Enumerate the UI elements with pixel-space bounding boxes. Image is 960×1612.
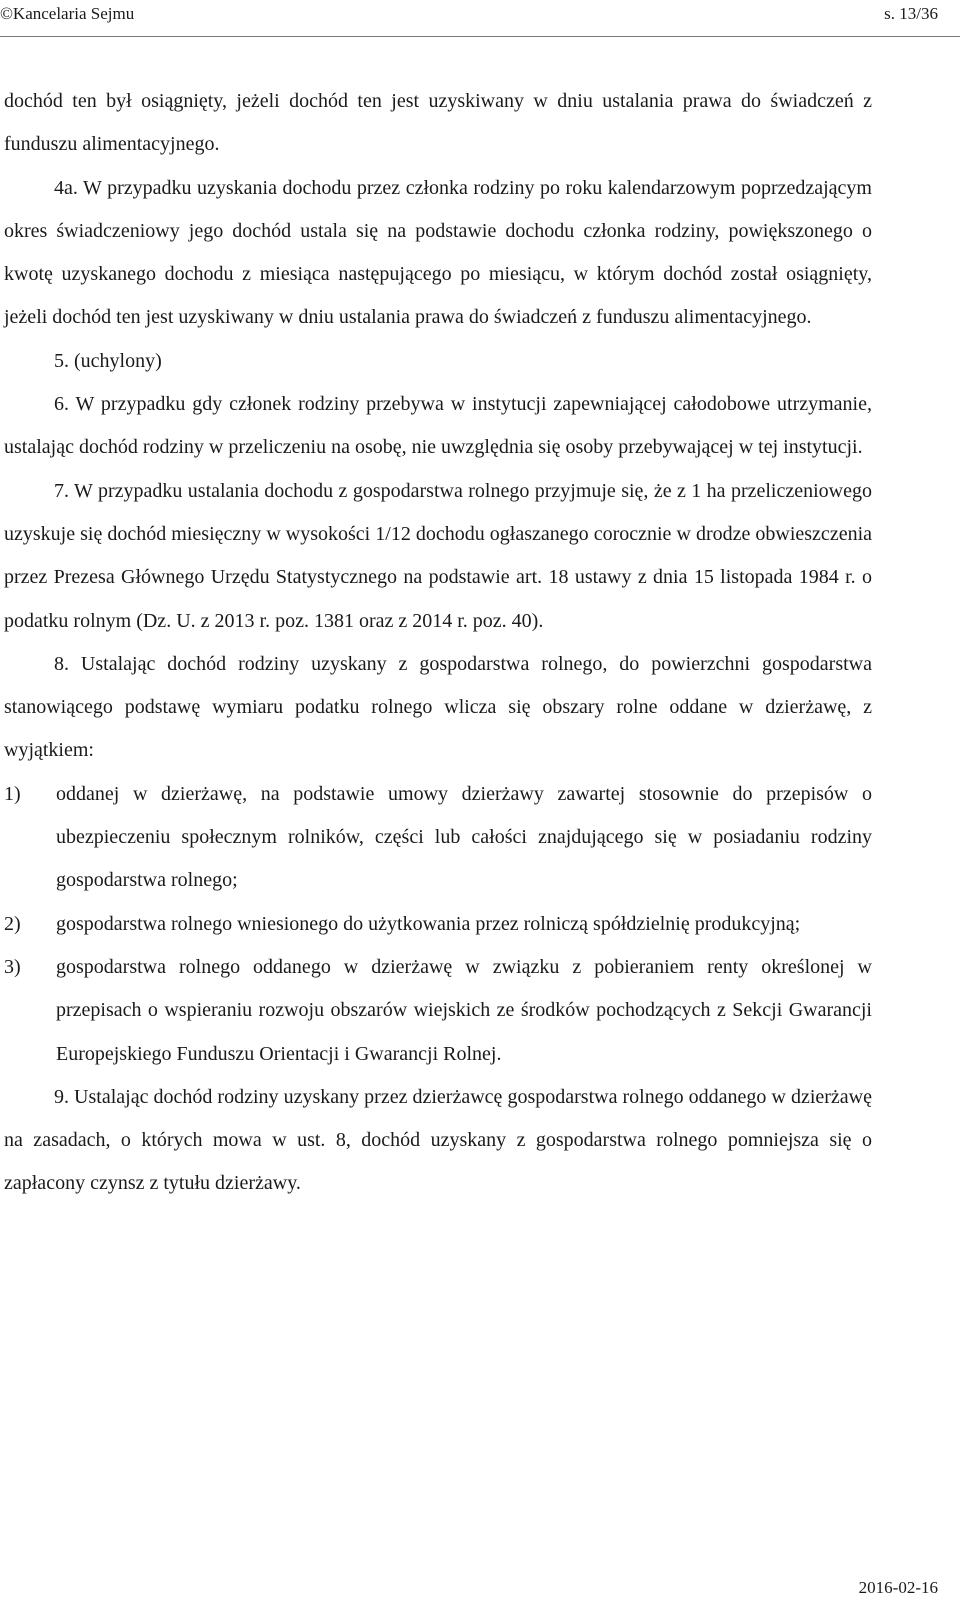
paragraph-6: 6. W przypadku gdy członek rodziny przebywa w instytucji zapewniającej całodobowe utrzymanie, ustalając dochód rodziny w przeliczeniu na osobę, nie uwzględnia się osoby przebywającej w tej instytucji. (4, 393, 872, 459)
list-item (4, 903, 872, 946)
list-item-number: 2) (4, 912, 21, 935)
paragraph-8: 8. Ustalając dochód rodziny uzyskany z gospodarstwa rolnego, do powierzchni gospodarstwa stanowiącego podstawę wymiaru podatku rolnego wlicza się obszary rolne oddane w dzierżawę, z wyjątkiem: (4, 652, 872, 762)
copyright-label: ©Kancelaria Sejmu (0, 4, 135, 23)
list-item (4, 946, 872, 1076)
list-item-text: gospodarstwa rolnego wniesionego do użytkowania przez rolniczą spółdzielnię produkcyjną; (56, 912, 801, 935)
paragraph-5: 5. (uchylony) (54, 349, 162, 372)
list-item-number: 1) (4, 782, 21, 805)
paragraph-7: 7. W przypadku ustalania dochodu z gospodarstwa rolnego przyjmuje się, że z 1 ha przeliczeniowego uzyskuje się dochód miesięczny w wysokości 1/12 dochodu ogłaszanego corocznie w drodze obwieszczenia przez Prezesa Głównego Urzędu Statystycznego na podstawie art. 18 ustawy z dnia 15 listopada 1984 r. o podatku rolnym (Dz. U. z 2013 r. poz. 1381 oraz z 2014 r. poz. 40). (4, 479, 872, 632)
paragraph-continuation: dochód ten był osiągnięty, jeżeli dochód ten jest uzyskiwany w dniu ustalania prawa do świadczeń z funduszu alimentacyjnego. (4, 90, 872, 156)
page-header (0, 0, 960, 37)
page-number: s. 13/36 (884, 4, 938, 23)
footer-date: 2016-02-16 (858, 1578, 938, 1597)
list-item-text: gospodarstwa rolnego oddanego w dzierżawę w związku z pobieraniem renty określonej w przepisach o wspieraniu rozwoju obszarów wiejskich ze środków pochodzących z Sekcji Gwarancji Europejskiego Funduszu Orientacji i Gwarancji Rolnej. (56, 955, 872, 1065)
paragraph-4a: 4a. W przypadku uzyskania dochodu przez członka rodziny po roku kalendarzowym poprzedzającym okres świadczeniowy jego dochód ustala się na podstawie dochodu członka rodziny, powiększonego o kwotę uzyskanego dochodu z miesiąca następującego po miesiącu, w którym dochód został osiągnięty, jeżeli dochód ten jest uzyskiwany w dniu ustalania prawa do świadczeń z funduszu alimentacyjnego. (4, 176, 872, 329)
list-item-text: oddanej w dzierżawę, na podstawie umowy dzierżawy zawartej stosownie do przepisów o ubezpieczeniu społecznym rolników, części lub całości znajdującego się w posiadaniu rodziny gospodarstwa rolnego; (56, 782, 872, 892)
document-body (4, 80, 872, 1206)
list-item (4, 773, 872, 903)
paragraph-9: 9. Ustalając dochód rodziny uzyskany przez dzierżawcę gospodarstwa rolnego oddanego w dzierżawę na zasadach, o których mowa w ust. 8, dochód uzyskany z gospodarstwa rolnego pomniejsza się o zapłacony czynsz z tytułu dzierżawy. (4, 1085, 872, 1195)
list-item-number: 3) (4, 955, 21, 978)
